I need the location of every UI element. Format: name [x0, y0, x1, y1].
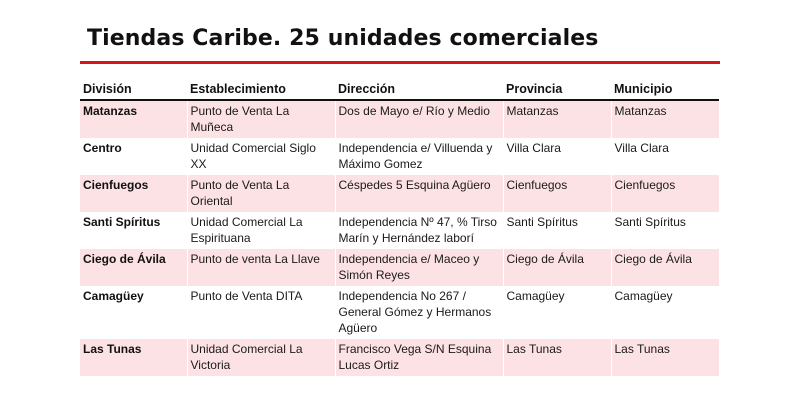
title-divider	[80, 61, 720, 64]
cell-establecimiento: Punto de venta La Llave	[187, 249, 335, 286]
cell-establecimiento: Unidad Comercial Siglo XX	[187, 138, 335, 175]
header-provincia: Provincia	[506, 82, 563, 96]
cell-provincia: Ciego de Ávila	[503, 249, 611, 286]
cell-municipio: Matanzas	[611, 100, 719, 138]
stores-table	[80, 79, 719, 376]
cell-division: Santi Spíritus	[83, 215, 161, 229]
header-municipio: Municipio	[614, 82, 673, 96]
cell-provincia: Las Tunas	[503, 339, 611, 376]
cell-division: Camagüey	[83, 289, 144, 303]
cell-provincia: Cienfuegos	[503, 175, 611, 212]
cell-municipio: Ciego de Ávila	[611, 249, 719, 286]
cell-direccion: Francisco Vega S/N Esquina Lucas Ortiz	[335, 339, 503, 376]
table-row	[80, 138, 719, 175]
cell-provincia: Santi Spíritus	[503, 212, 611, 249]
cell-provincia: Matanzas	[503, 100, 611, 138]
cell-direccion: Independencia e/ Maceo y Simón Reyes	[335, 249, 503, 286]
cell-establecimiento: Punto de Venta La Muñeca	[187, 100, 335, 138]
table-header-row	[80, 79, 719, 100]
table-row	[80, 339, 719, 376]
table-row	[80, 212, 719, 249]
cell-division: Matanzas	[80, 100, 187, 138]
cell-establecimiento: Punto de Venta DITA	[187, 286, 335, 339]
header-division: División	[83, 82, 132, 96]
cell-municipio: Cienfuegos	[611, 175, 719, 212]
table-row	[80, 100, 719, 138]
cell-direccion: Independencia e/ Villuenda y Máximo Gomez	[335, 138, 503, 175]
cell-municipio: Camagüey	[611, 286, 719, 339]
cell-provincia: Camagüey	[503, 286, 611, 339]
cell-direccion: Independencia Nº 47, % Tirso Marín y Hernández laborí	[335, 212, 503, 249]
cell-provincia: Villa Clara	[503, 138, 611, 175]
cell-division: Ciego de Ávila	[80, 249, 187, 286]
cell-direccion: Independencia No 267 / General Gómez y Hermanos Agüero	[335, 286, 503, 339]
cell-municipio: Las Tunas	[611, 339, 719, 376]
cell-division: Centro	[83, 141, 122, 155]
cell-direccion: Céspedes 5 Esquina Agüero	[335, 175, 503, 212]
cell-establecimiento: Punto de Venta La Oriental	[187, 175, 335, 212]
cell-establecimiento: Unidad Comercial La Victoria	[187, 339, 335, 376]
header-establecimiento: Establecimiento	[190, 82, 286, 96]
table-row	[80, 249, 719, 286]
cell-division: Las Tunas	[80, 339, 187, 376]
header-direccion: Dirección	[338, 82, 395, 96]
cell-direccion: Dos de Mayo e/ Río y Medio	[335, 100, 503, 138]
page-title: Tiendas Caribe. 25 unidades comerciales	[87, 26, 599, 51]
cell-municipio: Villa Clara	[611, 138, 719, 175]
cell-division: Cienfuegos	[80, 175, 187, 212]
table-row	[80, 286, 719, 339]
cell-municipio: Santi Spíritus	[611, 212, 719, 249]
cell-establecimiento: Unidad Comercial La Espirituana	[187, 212, 335, 249]
table-row	[80, 175, 719, 212]
